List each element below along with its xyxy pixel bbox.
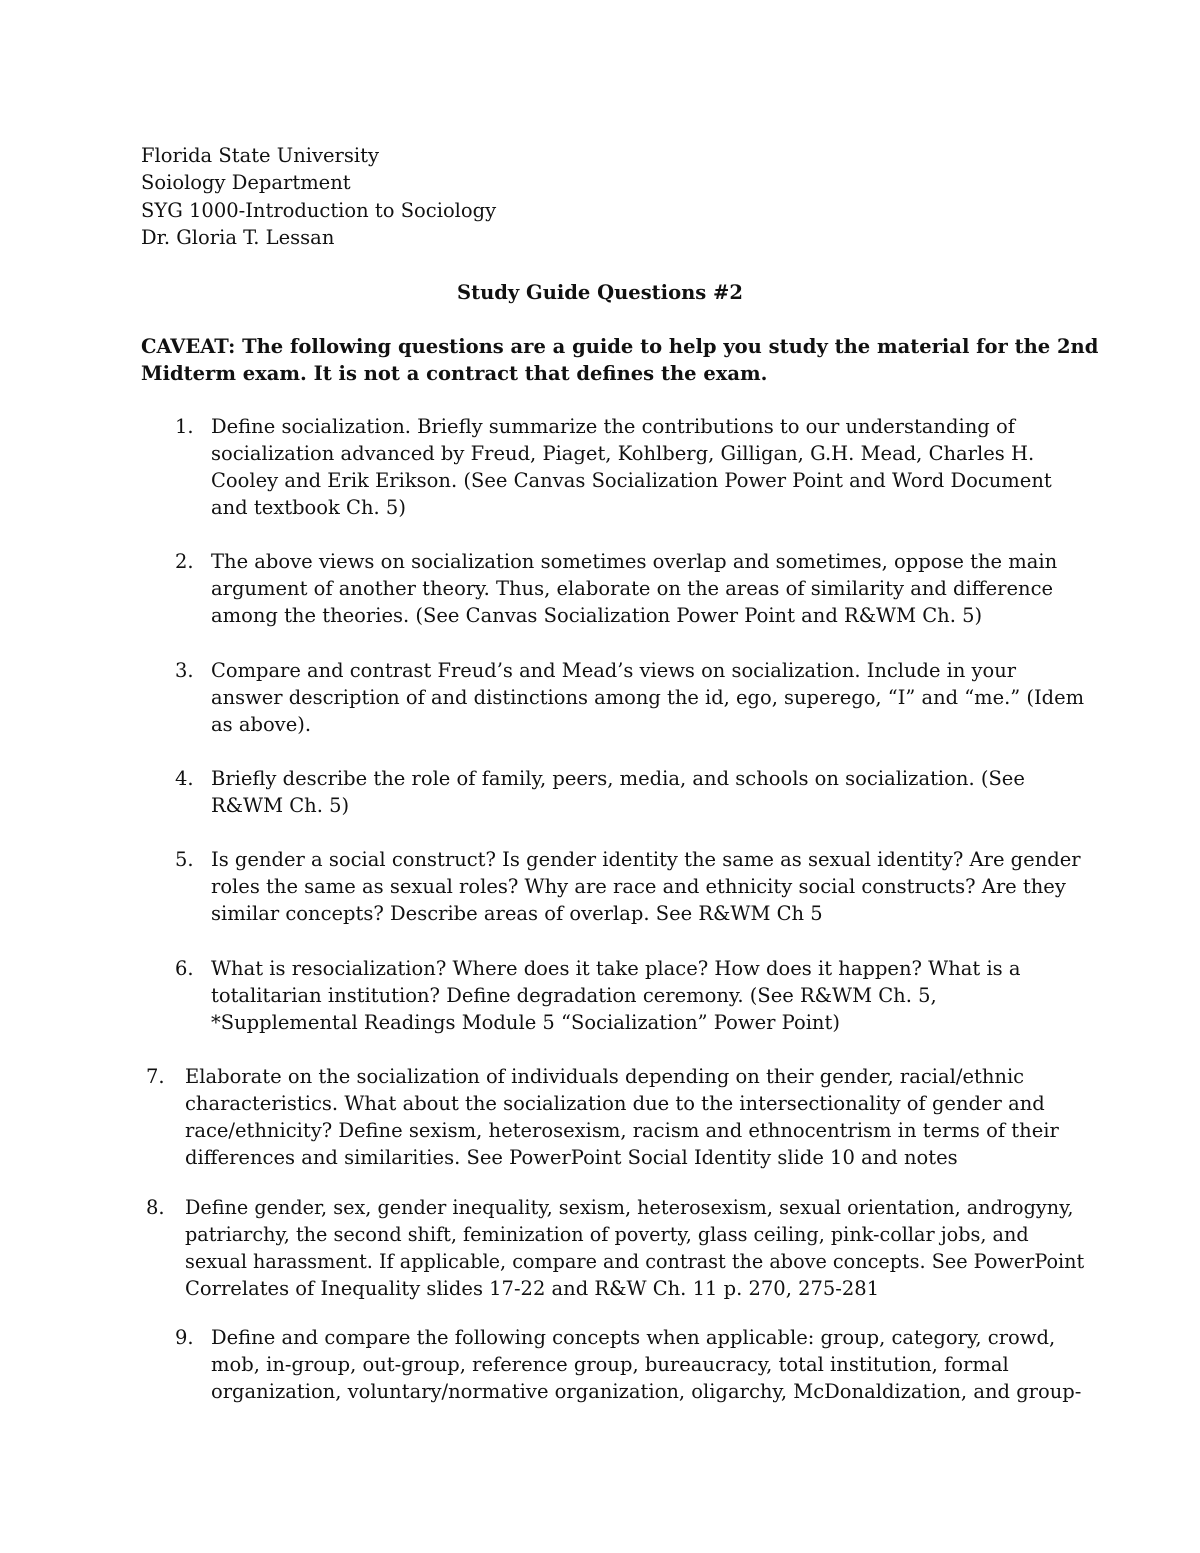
question-line: similar concepts? Describe areas of overlap. See R&WM Ch 5 [211,902,823,926]
question-line: among the theories. (See Canvas Socialization Power Point and R&WM Ch. 5) [211,604,983,628]
caveat-line: Midterm exam. It is not a contract that defines the exam. [141,362,768,386]
caveat-note [141,333,1099,388]
question-line: Define socialization. Briefly summarize the contributions to our understanding of [211,415,1015,438]
university-name: Florida State University [141,144,379,167]
question-line: argument of another theory. Thus, elaborate on the areas of similarity and difference [211,577,1054,601]
question-text [211,765,1025,819]
question-6 [175,955,1021,1036]
question-line: as above). [211,713,312,737]
question-text [211,1324,1081,1405]
question-line: characteristics. What about the socialization due to the intersectionality of gender and [185,1092,1045,1116]
question-line: sexual harassment. If applicable, compare and contrast the above concepts. See PowerPoint [185,1250,1085,1274]
question-line: totalitarian institution? Define degradation ceremony. (See R&WM Ch. 5, [211,984,937,1008]
question-number: 8. [146,1196,165,1219]
document-title: Study Guide Questions #2 [457,281,743,304]
question-1 [175,413,1052,521]
course-name: SYG 1000-Introduction to Sociology [141,198,497,222]
question-8 [146,1194,1085,1302]
question-line: R&WM Ch. 5) [211,794,350,818]
document-header [141,142,496,251]
question-number: 3. [175,659,194,682]
question-number: 1. [175,415,194,438]
question-3 [175,657,1085,738]
question-line: organization, voluntary/normative organization, oligarchy, McDonaldization, and group- [211,1380,1082,1404]
question-text [211,955,1021,1036]
question-line: socialization advanced by Freud, Piaget, Kohlberg, Gilligan, G.H. Mead, Charles H. [211,442,1035,466]
question-2 [175,548,1058,629]
question-line: Define gender, sex, gender inequality, sexism, heterosexism, sexual orientation, androgyny, [185,1196,1074,1219]
question-line: answer description of and distinctions among the id, ego, superego, “I” and “me.” (Idem [211,686,1085,710]
question-line: differences and similarities. See PowerPoint Social Identity slide 10 and notes [185,1146,958,1170]
question-number: 4. [175,767,194,790]
question-line: Briefly describe the role of family, peers, media, and schools on socialization. (See [211,767,1025,790]
question-number: 7. [146,1065,165,1088]
question-line: Is gender a social construct? Is gender identity the same as sexual identity? Are gender [211,848,1081,871]
question-line: and textbook Ch. 5) [211,496,406,520]
question-text [185,1063,1059,1171]
question-line: patriarchy, the second shift, feminization of poverty, glass ceiling, pink-collar jobs, and [185,1223,1029,1247]
question-line: mob, in-group, out-group, reference group, bureaucracy, total institution, formal [211,1353,1009,1377]
question-text [211,657,1084,738]
caveat-line: CAVEAT: The following questions are a guide to help you study the material for the 2nd [141,335,1099,358]
question-text [211,548,1057,629]
question-line: race/ethnicity? Define sexism, heterosexism, racism and ethnocentrism in terms of their [185,1119,1059,1143]
question-line: What is resocialization? Where does it take place? How does it happen? What is a [211,957,1021,980]
question-line: Correlates of Inequality slides 17-22 and R&W Ch. 11 p. 270, 275-281 [185,1277,880,1301]
question-line: Define and compare the following concepts when applicable: group, category, crowd, [211,1326,1056,1349]
question-number: 6. [175,957,194,980]
instructor-name: Dr. Gloria T. Lessan [141,225,335,249]
question-line: *Supplemental Readings Module 5 “Socialization” Power Point) [211,1011,840,1035]
question-7 [146,1063,1059,1171]
question-number: 5. [175,848,194,871]
question-line: The above views on socialization sometimes overlap and sometimes, oppose the main [211,550,1058,573]
question-text [185,1194,1084,1302]
question-9 [175,1324,1082,1405]
question-line: Elaborate on the socialization of individuals depending on their gender, racial/ethnic [185,1065,1025,1088]
question-5 [175,846,1081,927]
question-line: roles the same as sexual roles? Why are race and ethnicity social constructs? Are they [211,875,1066,899]
question-number: 9. [175,1326,194,1349]
question-text [211,846,1081,927]
question-4 [175,765,1025,819]
question-line: Cooley and Erik Erikson. (See Canvas Socialization Power Point and Word Document [211,469,1052,493]
department-name: Soiology Department [141,171,351,195]
question-number: 2. [175,550,194,573]
question-text [211,413,1052,521]
question-line: Compare and contrast Freud’s and Mead’s views on socialization. Include in your [211,659,1017,682]
